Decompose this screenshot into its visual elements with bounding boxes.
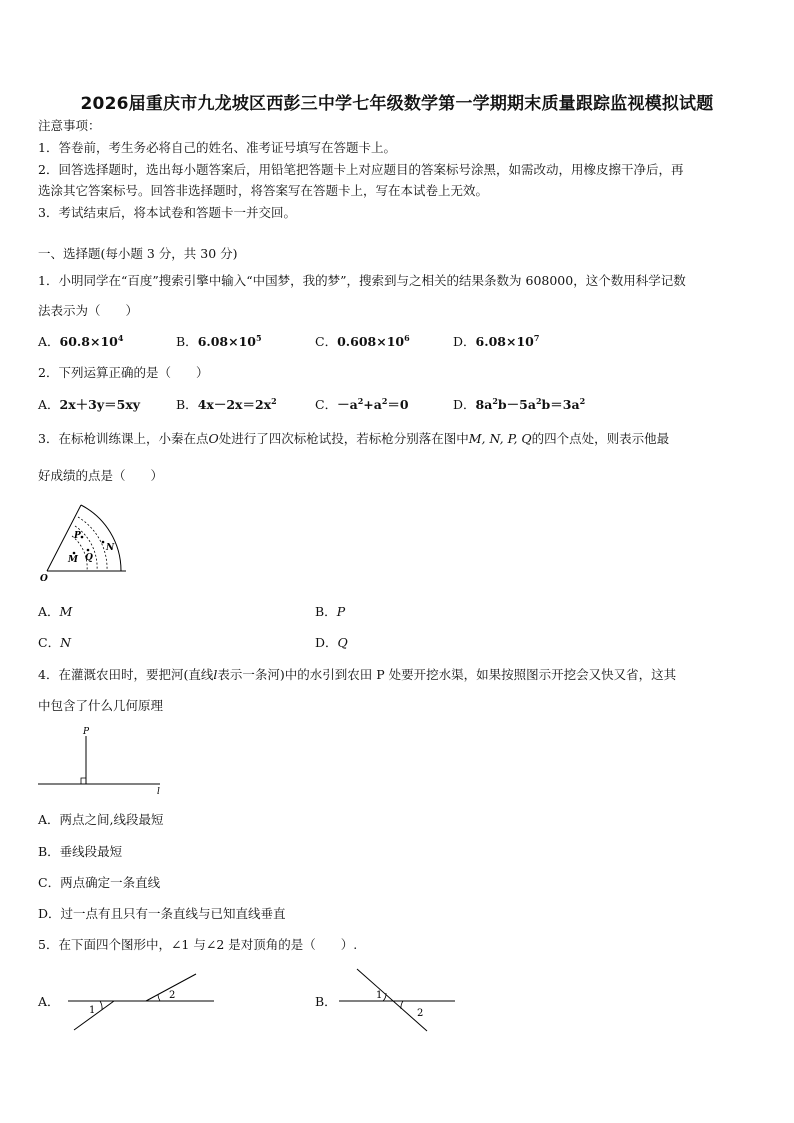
q2-option-b: B．$4x-2x=2x^2$: [176, 396, 277, 412]
q4-option-a: A．两点之间,线段最短: [38, 812, 164, 827]
q3-option-d: D．Q: [315, 635, 348, 650]
point-p-dot: [81, 536, 84, 539]
angle-1-label: 1: [89, 1005, 96, 1016]
q3-javelin-figure: [36, 500, 136, 585]
label-m: M: [68, 555, 78, 565]
label-p: P: [74, 531, 81, 541]
point-m-dot: [73, 552, 76, 555]
notice-item-2-cont: 选涂其它答案标号。回答非选择题时，将答案写在答题卡上，写在本试卷上无效。: [38, 183, 489, 198]
q2-option-d: D．$8a^2b-5a^2b=3a^2$: [453, 396, 586, 412]
q1-option-c: C．$0.608\times 10^6$: [315, 333, 410, 349]
angle-2-label: 2: [417, 1008, 424, 1019]
page-title: 2026届重庆市九龙坡区西彭三中学七年级数学第一学期期末质量跟踪监视模拟试题: [80, 94, 714, 114]
q2-stem: 2．下列运算正确的是（ ）: [38, 365, 209, 380]
notice-item-2: 2．回答选择题时，选出每小题答案后，用铅笔把答题卡上对应题目的答案标号涂黑，如需改动，用橡皮擦干净后，再: [38, 162, 684, 177]
label-n: N: [106, 543, 115, 553]
q5-option-a-figure: [64, 968, 219, 1038]
q1-option-b: B．$6.08\times 10^5$: [176, 333, 262, 349]
q3-option-c: C．N: [38, 635, 72, 650]
q5-option-a-label: A．: [38, 994, 60, 1009]
q3-option-b: B．P: [315, 604, 346, 619]
notice-item-1: 1．答卷前，考生务必将自己的姓名、准考证号填写在答题卡上。: [38, 140, 396, 155]
notice-item-3: 3．考试结束后，将本试卷和答题卡一并交回。: [38, 205, 296, 220]
angle-2-label: 2: [169, 990, 176, 1001]
angle-1-label: 1: [376, 990, 383, 1001]
q3-stem-line1: 3．在标枪训练课上，小秦在点O处进行了四次标枪试投，若标枪分别落在图中M, N, P, Q的四个点处，则表示他最: [38, 431, 670, 446]
q4-option-b: B．垂线段最短: [38, 844, 123, 859]
notice-heading: 注意事项：: [38, 118, 101, 133]
label-point-p: P: [83, 727, 90, 737]
point-q-dot: [87, 549, 90, 552]
q2-option-a: A．2x＋3y＝5xy: [38, 397, 141, 412]
q5-option-b-figure: [335, 965, 460, 1035]
q4-option-d: D．过一点有且只有一条直线与已知直线垂直: [38, 906, 286, 921]
q1-stem-line2: 法表示为（ ）: [38, 303, 139, 318]
section-heading: 一、选择题(每小题 3 分，共 30 分): [38, 246, 238, 261]
label-q: Q: [85, 553, 93, 563]
q4-stem-line1: 4．在灌溉农田时，要把河(直线l表示一条河)中的水引到农田 P 处要开挖水渠，如果按照图示开挖会又快又省，这其: [38, 667, 677, 682]
q3-stem-line2: 好成绩的点是（ ）: [38, 468, 164, 483]
q5-stem: 5．在下面四个图形中，∠1 与∠2 是对顶角的是（ ）.: [38, 937, 358, 952]
label-o: O: [40, 574, 48, 584]
q5-option-b-label: B．: [315, 994, 337, 1009]
label-line-l: l: [157, 787, 160, 796]
q1-option-d: D．$6.08\times 10^7$: [453, 333, 540, 349]
q1-stem-line1: 1．小明同学在“百度”搜索引擎中输入“中国梦，我的梦”，搜索到与之相关的结果条数为 608000，这个数用科学记数: [38, 273, 686, 288]
q1-option-a: A．$60.8\times 10^4$: [38, 333, 124, 349]
q3-option-a: A．M: [38, 604, 73, 619]
q4-option-c: C．两点确定一条直线: [38, 875, 161, 890]
point-n-dot: [102, 541, 105, 544]
q4-canal-figure: [34, 724, 169, 796]
q2-option-c: C．$-a^2+a^2=0$: [315, 396, 409, 412]
q4-stem-line2: 中包含了什么几何原理: [38, 698, 164, 713]
